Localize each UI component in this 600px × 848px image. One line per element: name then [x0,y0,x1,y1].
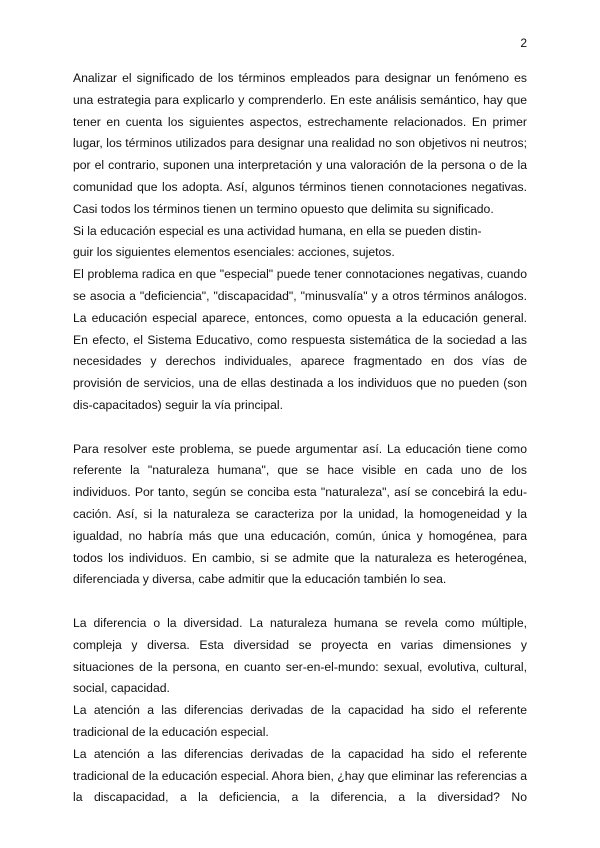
paragraph-capacity-attention: La atención a las diferencias derivadas de la capacidad ha sido el referente tradicional de la educación especial. [73,703,527,739]
paragraph-activity-line-1: Si la educación especial es una actividad humana, en ella se pueden distin- [73,223,482,238]
paragraph-capacity-attention-extended: La atención a las diferencias derivadas de la capacidad ha sido el referente tradicional de la educación especial. Ahora bien, ¿hay que eliminar las referencias a la discapacidad, a la deficiencia, a la diferencia, a la diversidad? No [73,746,527,805]
paragraph-special-connotations: El problema radica en que "especial" puede tener connotaciones negativas, cuando se asocia a "deficiencia", "discapacidad", "minusvalía" y a otros términos análogos. La educación especial aparece, entonces, como opuesta a la educación general. En efecto, el Sistema Educativo, como respuesta sistemática de la sociedad a las necesidades y derechos individuales, aparece fragmentado en dos vías de provisión de servicios, una de ellas destinada a los individuos que no pueden (son dis-capacitados) seguir la vía principal. [73,267,527,412]
paragraph-diversity: La diferencia o la diversidad. La naturaleza humana se revela como múltiple, compleja y diversa. Esta diversidad se proyecta en varias dimensiones y situaciones de la persona, en cuanto ser-en-el-mundo: sexual, evolutiva, cultural, social, capacidad. [73,615,527,696]
paragraph-gap [73,591,527,613]
paragraph-gap [73,417,527,439]
document-body [73,68,527,809]
paragraph-activity-line-2: guir los siguientes elementos esenciales: acciones, sujetos. [73,245,395,260]
paragraph-semantic-analysis: Analizar el significado de los términos empleados para designar un fenómeno es una estrategia para explicarlo y comprenderlo. En este análisis semántico, hay que tener en cuenta los siguientes aspectos, estrechamente relacionados. En primer lugar, los términos utilizados para designar una realidad no son objetivos ni neutros; por el contrario, suponen una interpretación y una valoración de la persona o de la comunidad que los adopta. Así, algunos términos tienen connotaciones negativas. Casi todos los términos tienen un termino opuesto que delimita su significado. [73,71,527,216]
paragraph-human-nature: Para resolver este problema, se puede argumentar así. La educación tiene como referente la "naturaleza humana", que se hace visible en cada uno de los individuos. Por tanto, según se conciba esta "naturaleza", así se concebirá la edu-cación. Así, si la naturaleza se caracteriza por la unidad, la homogeneidad y la igualdad, no habría más que una educación, común, única y homogénea, para todos los individuos. En cambio, si se admite que la naturaleza es heterogénea, diferenciada y diversa, cabe admitir que la educación también lo sea. [73,441,527,587]
page-number: 2 [520,36,527,50]
